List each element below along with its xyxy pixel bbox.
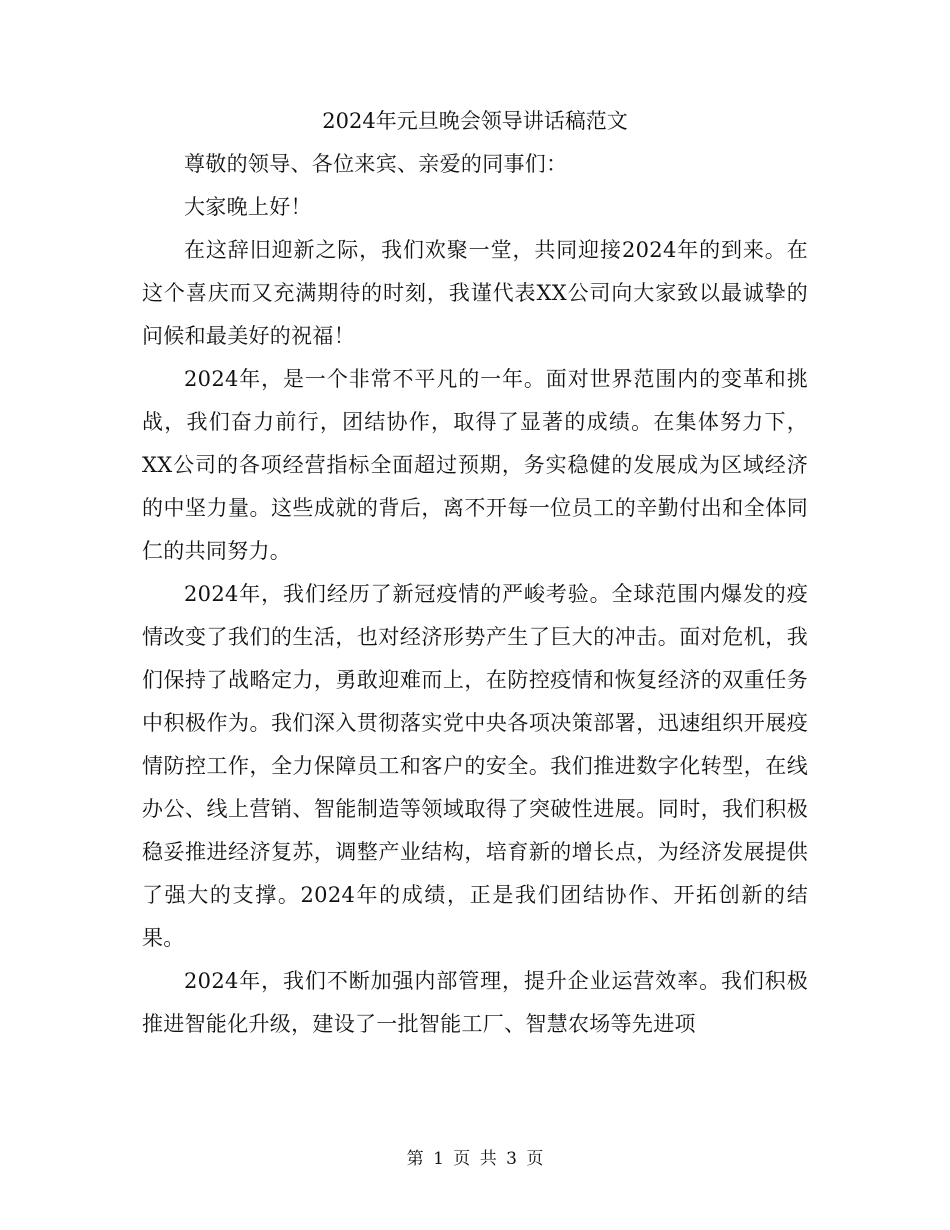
greeting-paragraph: 大家晚上好！ xyxy=(184,195,312,219)
body-paragraph: 在这辞旧迎新之际，我们欢聚一堂，共同迎接2024年的到来。在这个喜庆而又充满期待的时刻，我谨代表XX公司向大家致以最诚挚的问候和最美好的祝福！ xyxy=(142,238,808,348)
document-title: 2024年元旦晚会领导讲话稿范文 xyxy=(322,109,628,133)
salutation-paragraph: 尊敬的领导、各位来宾、亲爱的同事们： xyxy=(184,152,568,176)
document-body xyxy=(142,100,808,1046)
body-paragraph: 2024年，我们经历了新冠疫情的严峻考验。全球范围内爆发的疫情改变了我们的生活，也对经济形势产生了巨大的冲击。面对危机，我们保持了战略定力，勇敢迎难而上，在防控疫情和恢复经济的双重任务中积极作为。我们深入贯彻落实党中央各项决策部署，迅速组织开展疫情防控工作，全力保障员工和客户的安全。我们推进数字化转型，在线办公、线上营销、智能制造等领域取得了突破性进展。同时，我们积极稳妥推进经济复苏，调整产业结构，培育新的增长点，为经济发展提供了强大的支撑。2024年的成绩，正是我们团结协作、开拓创新的结果。 xyxy=(142,582,808,950)
page-number-footer: 第 1 页 共 3 页 xyxy=(406,1149,544,1169)
body-paragraph: 2024年，是一个非常不平凡的一年。面对世界范围内的变革和挑战，我们奋力前行，团结协作，取得了显著的成绩。在集体努力下，XX公司的各项经营指标全面超过预期，务实稳健的发展成为区域经济的中坚力量。这些成就的背后，离不开每一位员工的辛勤付出和全体同仁的共同努力。 xyxy=(142,367,808,563)
body-paragraph: 2024年，我们不断加强内部管理，提升企业运营效率。我们积极推进智能化升级，建设了一批智能工厂、智慧农场等先进项 xyxy=(142,969,808,1036)
